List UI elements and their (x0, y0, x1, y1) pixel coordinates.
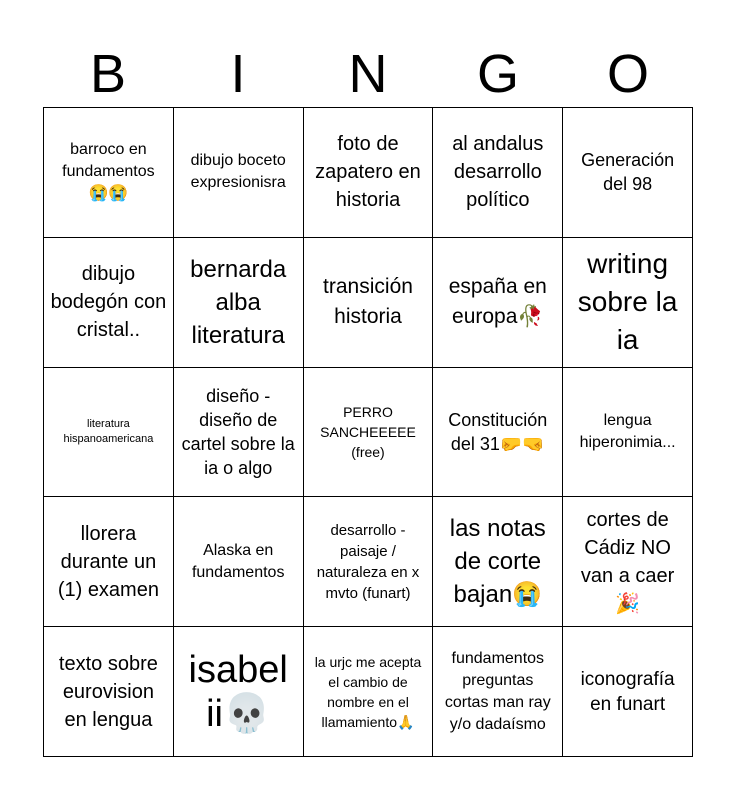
bingo-cell[interactable] (433, 368, 563, 498)
bingo-cell-text: Alaska en fundamentos (191, 541, 285, 581)
bingo-cell-text: texto sobre eurovision en lengua (58, 652, 158, 731)
bingo-cell[interactable] (304, 238, 434, 368)
bingo-cell-text: iconografía en funart (580, 668, 675, 715)
bingo-cell-text: la urjc me acepta el cambio de nombre en el llamamiento🙏 (314, 653, 422, 730)
bingo-cell[interactable] (433, 108, 563, 238)
bingo-cell-text: dibujo bodegón con cristal.. (50, 263, 167, 342)
bingo-cell-text: llorera durante un (1) examen (57, 522, 159, 601)
bingo-card-grid (43, 107, 693, 757)
bingo-cell-text: fundamentos preguntas cortas man ray y/o dadaísmo (444, 649, 551, 733)
bingo-cell[interactable] (174, 497, 304, 627)
bingo-cell-text: desarrollo - paisaje / naturaleza en x mvto (funart) (316, 521, 420, 602)
bingo-cell-text: PERRO SANCHEEEEE (free) (320, 403, 416, 460)
bingo-cell[interactable] (563, 627, 693, 757)
bingo-cell-text: isabel ii💀 (188, 648, 288, 735)
bingo-cell[interactable] (563, 368, 693, 498)
bingo-cell[interactable] (433, 497, 563, 627)
bingo-cell[interactable] (44, 368, 174, 498)
bingo-cell-text: las notas de corte bajan😭 (449, 515, 546, 609)
bingo-cell[interactable] (563, 497, 693, 627)
bingo-cell-text: dibujo boceto expresionisra (190, 152, 286, 192)
bingo-cell[interactable] (563, 108, 693, 238)
bingo-cell[interactable] (44, 627, 174, 757)
bingo-cell[interactable] (174, 368, 304, 498)
bingo-cell-text: barroco en fundamentos 😭😭 (62, 141, 155, 203)
bingo-cell-text: españa en europa🥀 (448, 275, 547, 329)
header-letter-n: N (348, 44, 388, 104)
header-letter-i: I (230, 44, 246, 104)
bingo-cell[interactable] (44, 238, 174, 368)
bingo-cell-text: lengua hiperonimia... (579, 411, 676, 451)
bingo-cell-text: diseño - diseño de cartel sobre la ia o algo (181, 385, 295, 478)
header-letter-o: O (606, 44, 649, 104)
bingo-cell[interactable] (174, 108, 304, 238)
bingo-cell[interactable] (433, 627, 563, 757)
bingo-cell-text: bernarda alba literatura (190, 255, 287, 349)
bingo-cell-text: writing sobre la ia (577, 248, 678, 356)
header-letter-g: G (476, 44, 519, 104)
bingo-cell-text: transición historia (323, 275, 413, 329)
bingo-cell-text: Generación del 98 (581, 150, 675, 195)
header-letter-b: B (89, 44, 127, 104)
bingo-cell[interactable] (304, 108, 434, 238)
bingo-cell[interactable] (44, 108, 174, 238)
bingo-cell-text: Constitución del 31🤛🤜 (448, 409, 548, 454)
bingo-cell[interactable] (44, 497, 174, 627)
bingo-cell[interactable] (563, 238, 693, 368)
bingo-cell-text: cortes de Cádiz NO van a caer🎉 (580, 508, 675, 615)
bingo-cell[interactable] (174, 238, 304, 368)
bingo-cell[interactable] (304, 627, 434, 757)
bingo-cell[interactable] (304, 497, 434, 627)
bingo-cell[interactable] (433, 238, 563, 368)
bingo-cell[interactable] (174, 627, 304, 757)
bingo-cell-text: foto de zapatero en historia (315, 133, 421, 212)
bingo-cell[interactable] (304, 368, 434, 498)
bingo-header (43, 40, 693, 108)
bingo-cell-text: literatura hispanoamericana (63, 417, 154, 445)
bingo-cell-text: al andalus desarrollo político (452, 133, 544, 212)
